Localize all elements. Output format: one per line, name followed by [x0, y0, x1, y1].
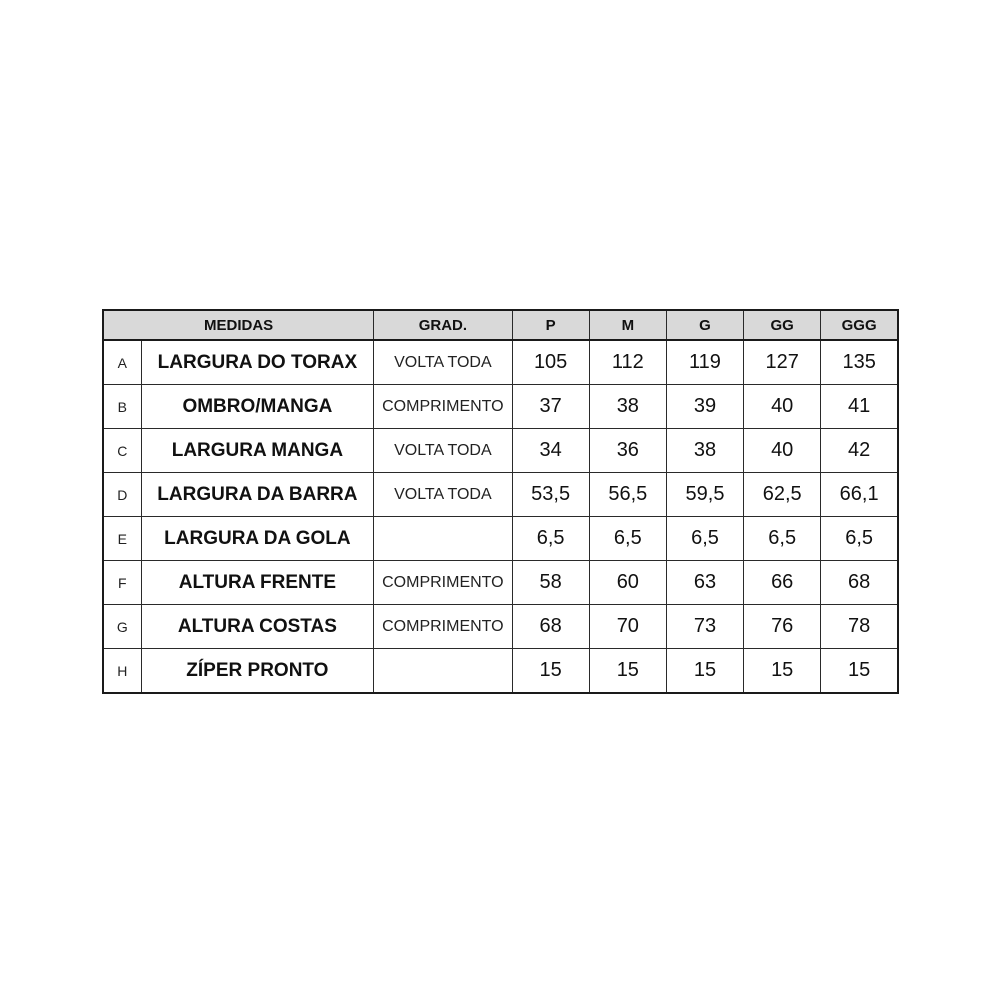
- value-size-gg: 40: [744, 429, 821, 473]
- value-size-m: 70: [589, 605, 666, 649]
- row-grad: VOLTA TODA: [374, 340, 512, 385]
- value-size-p: 68: [512, 605, 589, 649]
- row-grad: COMPRIMENTO: [374, 561, 512, 605]
- value-size-g: 63: [666, 561, 743, 605]
- value-size-gg: 66: [744, 561, 821, 605]
- table-row: [103, 429, 898, 473]
- row-grad: [374, 649, 512, 694]
- value-size-gg: 6,5: [744, 517, 821, 561]
- header-size-p: P: [512, 310, 589, 340]
- value-size-g: 15: [666, 649, 743, 694]
- row-measure-name: ALTURA FRENTE: [141, 561, 374, 605]
- row-letter: B: [103, 385, 141, 429]
- value-size-m: 38: [589, 385, 666, 429]
- table-header-row: [103, 310, 898, 340]
- row-measure-name: LARGURA DA BARRA: [141, 473, 374, 517]
- value-size-p: 6,5: [512, 517, 589, 561]
- row-measure-name: LARGURA DA GOLA: [141, 517, 374, 561]
- table-row: [103, 517, 898, 561]
- value-size-ggg: 135: [821, 340, 898, 385]
- row-letter: E: [103, 517, 141, 561]
- value-size-m: 112: [589, 340, 666, 385]
- value-size-gg: 40: [744, 385, 821, 429]
- value-size-p: 37: [512, 385, 589, 429]
- value-size-ggg: 6,5: [821, 517, 898, 561]
- row-measure-name: ZÍPER PRONTO: [141, 649, 374, 694]
- value-size-g: 39: [666, 385, 743, 429]
- value-size-p: 53,5: [512, 473, 589, 517]
- value-size-gg: 127: [744, 340, 821, 385]
- header-grad: GRAD.: [374, 310, 512, 340]
- row-measure-name: ALTURA COSTAS: [141, 605, 374, 649]
- row-letter: C: [103, 429, 141, 473]
- row-letter: H: [103, 649, 141, 694]
- value-size-m: 56,5: [589, 473, 666, 517]
- header-medidas: MEDIDAS: [103, 310, 374, 340]
- value-size-g: 6,5: [666, 517, 743, 561]
- value-size-g: 73: [666, 605, 743, 649]
- row-grad: [374, 517, 512, 561]
- row-letter: G: [103, 605, 141, 649]
- value-size-p: 15: [512, 649, 589, 694]
- header-size-gg: GG: [744, 310, 821, 340]
- value-size-m: 6,5: [589, 517, 666, 561]
- value-size-g: 119: [666, 340, 743, 385]
- value-size-ggg: 66,1: [821, 473, 898, 517]
- value-size-g: 59,5: [666, 473, 743, 517]
- row-letter: F: [103, 561, 141, 605]
- table-row: [103, 649, 898, 694]
- value-size-m: 15: [589, 649, 666, 694]
- row-grad: VOLTA TODA: [374, 429, 512, 473]
- value-size-g: 38: [666, 429, 743, 473]
- value-size-ggg: 15: [821, 649, 898, 694]
- header-size-g: G: [666, 310, 743, 340]
- value-size-ggg: 78: [821, 605, 898, 649]
- header-size-ggg: GGG: [821, 310, 898, 340]
- header-size-m: M: [589, 310, 666, 340]
- row-measure-name: LARGURA DO TORAX: [141, 340, 374, 385]
- value-size-gg: 15: [744, 649, 821, 694]
- size-chart-table: [102, 309, 899, 694]
- table-row: [103, 605, 898, 649]
- row-letter: A: [103, 340, 141, 385]
- row-measure-name: OMBRO/MANGA: [141, 385, 374, 429]
- value-size-m: 60: [589, 561, 666, 605]
- row-grad: COMPRIMENTO: [374, 385, 512, 429]
- value-size-p: 105: [512, 340, 589, 385]
- table-row: [103, 340, 898, 385]
- value-size-ggg: 42: [821, 429, 898, 473]
- table-row: [103, 473, 898, 517]
- row-measure-name: LARGURA MANGA: [141, 429, 374, 473]
- value-size-m: 36: [589, 429, 666, 473]
- value-size-gg: 76: [744, 605, 821, 649]
- table-row: [103, 385, 898, 429]
- value-size-p: 34: [512, 429, 589, 473]
- value-size-ggg: 41: [821, 385, 898, 429]
- value-size-gg: 62,5: [744, 473, 821, 517]
- value-size-ggg: 68: [821, 561, 898, 605]
- row-grad: COMPRIMENTO: [374, 605, 512, 649]
- table-row: [103, 561, 898, 605]
- row-letter: D: [103, 473, 141, 517]
- value-size-p: 58: [512, 561, 589, 605]
- row-grad: VOLTA TODA: [374, 473, 512, 517]
